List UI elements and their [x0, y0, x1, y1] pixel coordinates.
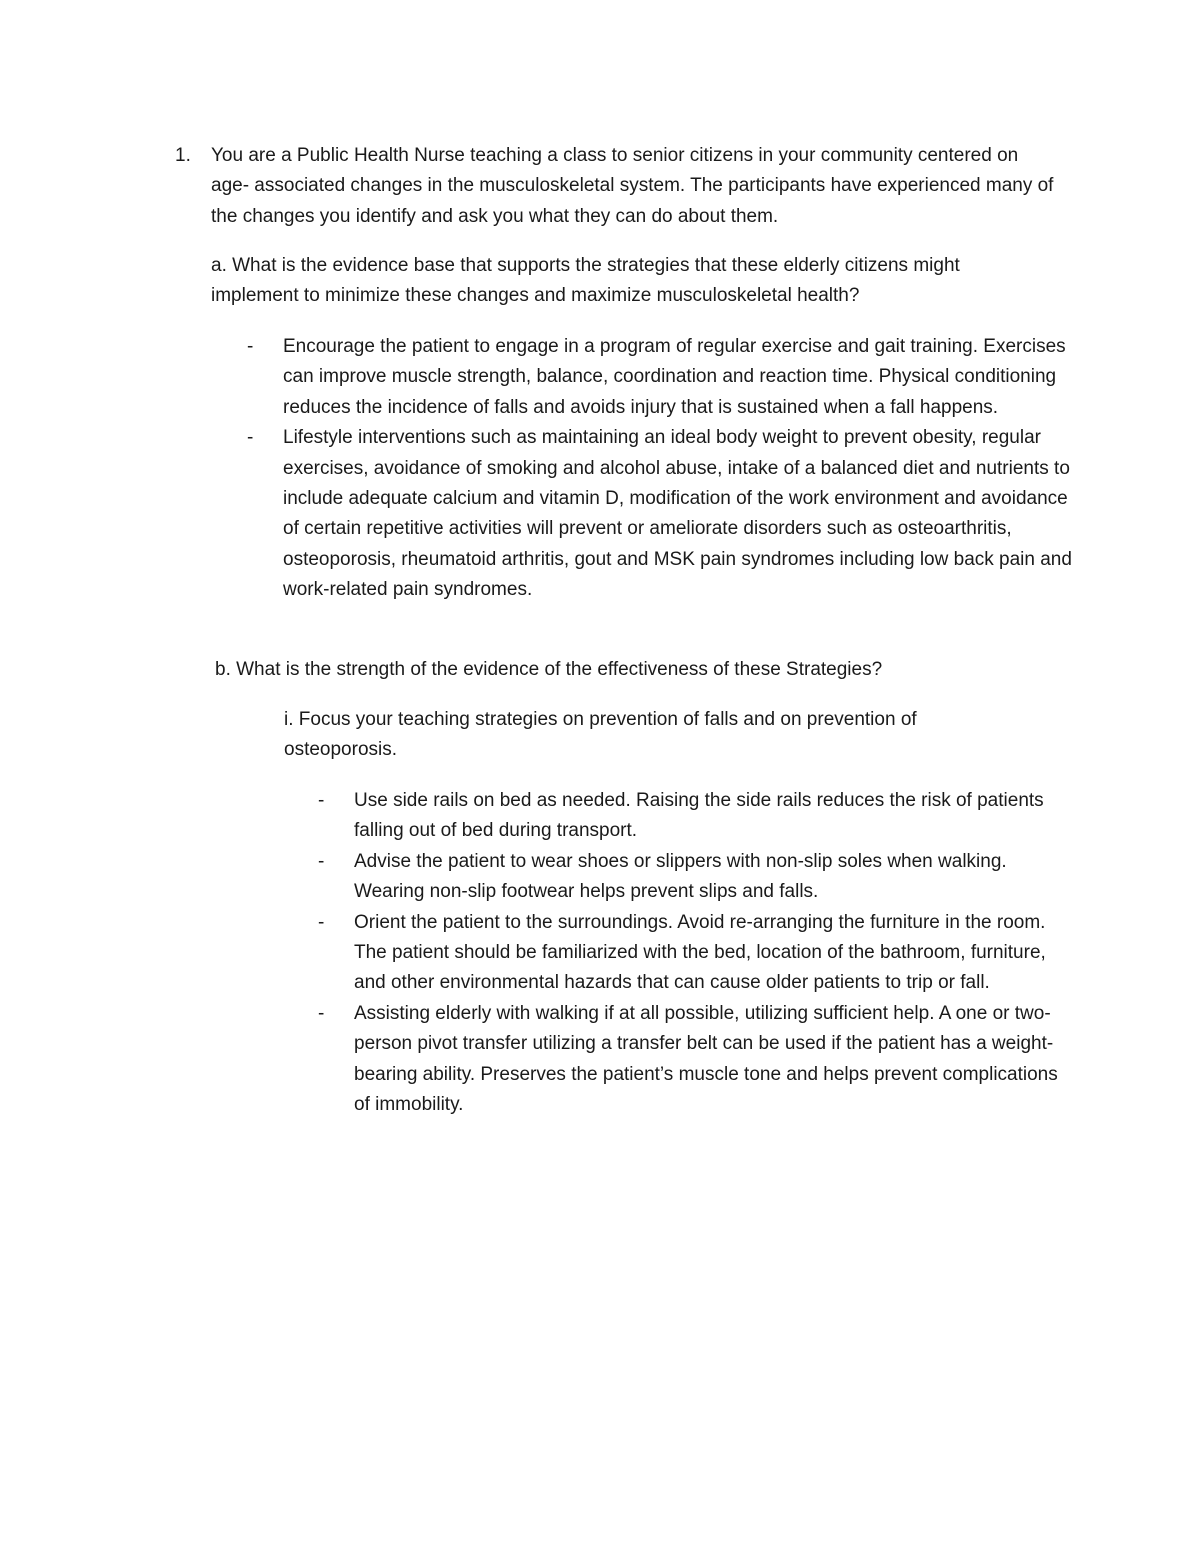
list-item-text: Assisting elderly with walking if at all possible, utilizing sufficient help. A one or two-person pivot transfer utilizing a transfer belt can be used if the patient has a weight-bearing ability. Preserves the patient’s muscle tone and helps prevent complications of immobility.: [354, 1002, 1058, 1116]
part-a-question: a. What is the evidence base that supports the strategies that these elderly citizens might implement to minimize these changes and maximize musculoskeletal health?: [211, 255, 960, 307]
bullet-dash: -: [318, 1002, 325, 1024]
list-item-text: Lifestyle interventions such as maintaining an ideal body weight to prevent obesity, regular exercises, avoidance of smoking and alcohol abuse, intake of a balanced diet and nutrients to include adequate calcium and vitamin D, modification of the work environment and avoidance of certain repetitive activities will prevent or ameliorate disorders such as osteoarthritis, osteoporosis, rheumatoid arthritis, gout and MSK pain syndromes including low back pain and work-related pain syndromes.: [283, 427, 1072, 601]
list-item-text: Use side rails on bed as needed. Raising the side rails reduces the risk of patients falling out of bed during transport.: [354, 790, 1044, 842]
list-item: [318, 847, 1078, 908]
bullet-dash: -: [247, 336, 254, 357]
list-item: [247, 332, 1077, 423]
question-text: You are a Public Health Nurse teaching a class to senior citizens in your community centered on age- associated changes in the musculoskeletal system. The participants have experienced many of the changes you identify and ask you what they can do about them.: [211, 145, 1054, 227]
bullet-dash: -: [318, 790, 325, 811]
question-1: [175, 141, 1075, 232]
list-item-text: Encourage the patient to engage in a program of regular exercise and gait training. Exercises can improve muscle strength, balance, coordination and reaction time. Physical conditioning reduces the incidence of falls and avoids injury that is sustained when a fall happens.: [283, 336, 1066, 418]
part-b-question: b. What is the strength of the evidence of the effectiveness of these Strategies?: [215, 659, 883, 680]
question-number: 1.: [175, 145, 191, 166]
part-i-heading: i. Focus your teaching strategies on prevention of falls and on prevention of osteoporosis.: [284, 709, 917, 761]
list-item: [318, 908, 1078, 999]
part-i-bullet-list: [318, 786, 1078, 1120]
bullet-dash: -: [318, 911, 325, 933]
list-item: [247, 423, 1077, 605]
bullet-dash: -: [318, 850, 325, 872]
list-item-text: Orient the patient to the surroundings. Avoid re-arranging the furniture in the room. The patient should be familiarized with the bed, location of the bathroom, furniture, and other environmental hazards that can cause older patients to trip or fall.: [354, 911, 1046, 994]
list-item: [318, 999, 1078, 1121]
list-item: [318, 786, 1078, 847]
bullet-dash: -: [247, 427, 254, 449]
part-a-bullet-list: [247, 332, 1077, 606]
list-item-text: Advise the patient to wear shoes or slippers with non-slip soles when walking. Wearing non-slip footwear helps prevent slips and falls.: [354, 850, 1007, 903]
